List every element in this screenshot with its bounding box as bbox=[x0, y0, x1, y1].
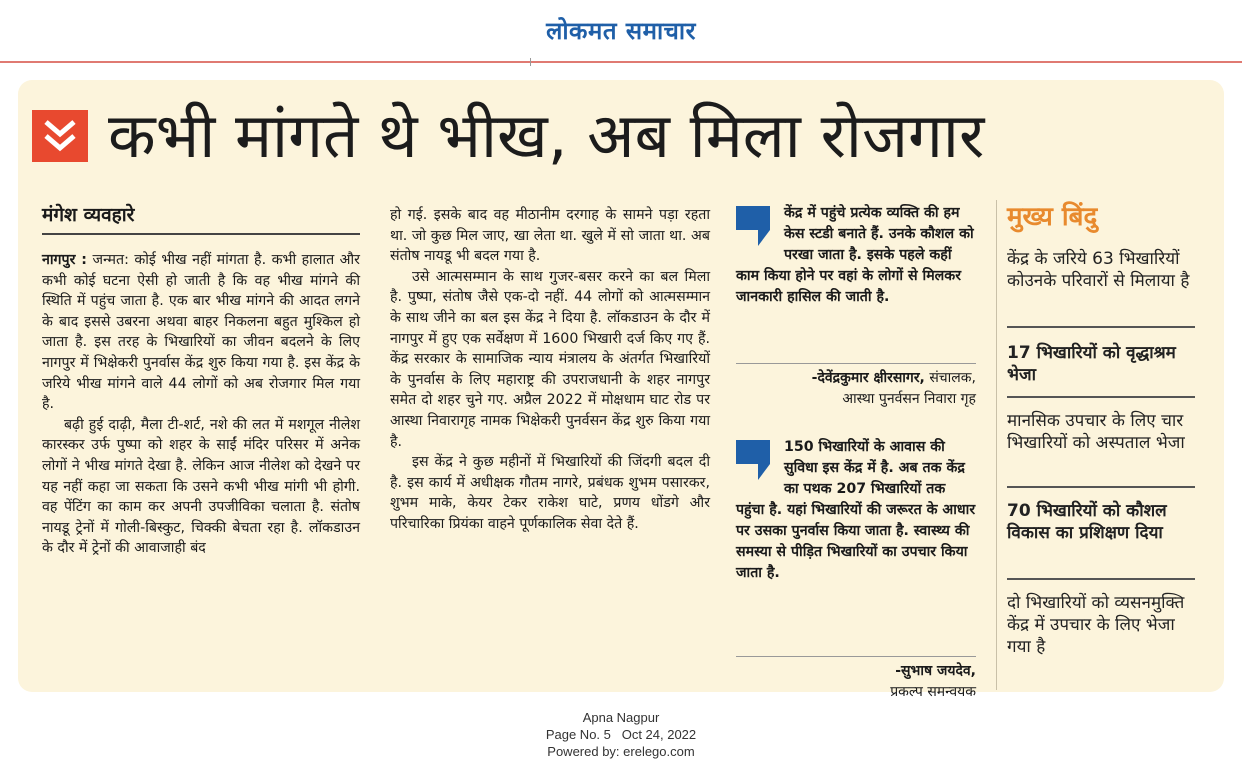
article-column-2 bbox=[390, 205, 710, 535]
footer-powered-by: Powered by: erelego.com bbox=[547, 744, 695, 759]
sidebar-separator bbox=[1007, 486, 1195, 488]
masthead-tick bbox=[530, 58, 531, 66]
paragraph-text: जन्मत: कोई भीख नहीं मांगता है. कभी हालात और कभी कोई घटना ऐसी हो जाती है कि वह भीख मांगने की स्थिति में पहुंच जाता है. एक बार भीख मांगने की आदत लगने के बाद इससे उबरना अथवा बाहर निकलना बहुत मुश्किल हो जाता है. इस तरह के भिखारियों का जीवन बदलने के लिए नागपुर में भिक्षेकरी पुनर्वास केंद्र शुरु किया गया है. इस केंद्र के जरिये भीख मांगने वाले 44 लोगों को अब रोजगार मिल गया है. bbox=[42, 252, 360, 413]
double-chevron-down-icon bbox=[32, 110, 88, 162]
quote-mark-icon bbox=[736, 206, 776, 246]
sidebar-item: 17 भिखारियों को वृद्धाश्रम भेजा bbox=[1007, 343, 1176, 385]
sidebar-title: मुख्य बिंदु bbox=[1007, 202, 1098, 232]
article-paragraph: उसे आत्मसम्मान के साथ गुजर-बसर करने का बल मिला है. पुष्पा, संतोष जैसे एक-दो नहीं. 44 लोगों को आत्मसम्मान के साथ जीने का बल इस केंद्र ने दिया है. लॉकडाउन के दौर में नागपुर में हुए एक सर्वेक्षण में 1600 भिखारी दर्ज किए गए हैं. केंद्र सरकार के सामाजिक न्याय मंत्रालय के अंतर्गत भिखारियों के पुनर्वास के लिए महाराष्ट्र की उपराजधानी के शहर नागपुर समेत दो शहर चुने गए. अप्रैल 2022 में मोक्षधाम घाट रोड पर आस्था निवारागृह नामक भिक्षेकरी पुनर्वसन केंद्र शुरु किया गया है. bbox=[390, 268, 710, 450]
masthead-rule bbox=[0, 61, 1242, 63]
quote-text: केंद्र में पहुंचे प्रत्येक व्यक्ति की हम केस स्टडी बनाते हैं. उनके कौशल को परखा जाता है. इसके पहले कहीं काम किया होने पर वहां के लोगों से मिलकर जानकारी हासिल की जाती है. bbox=[736, 205, 974, 305]
sidebar-separator bbox=[1007, 326, 1195, 328]
masthead bbox=[0, 0, 1242, 62]
sidebar-item: केंद्र के जरिये 63 भिखारियों कोउनके परिवारों से मिलाया है bbox=[1007, 249, 1190, 291]
quote-author-role: संचालक, bbox=[929, 370, 976, 386]
article-paragraph: हो गई. इसके बाद वह मीठानीम दरगाह के सामने पड़ा रहता था. जो कुछ मिल जाए, खा लेता था. खुले में सो जाता था. अब संतोष नायडू भी बदल गया है. bbox=[390, 207, 710, 265]
footer-section: Apna Nagpur bbox=[582, 710, 660, 725]
quote-author-org: आस्था पुनर्वसन निवारा गृह bbox=[842, 391, 976, 407]
sidebar-divider bbox=[996, 200, 997, 690]
dateline: नागपुर : bbox=[42, 252, 87, 268]
article-paragraph bbox=[42, 250, 360, 415]
article-headline: कभी मांगते थे भीख, अब मिला रोजगार bbox=[108, 99, 985, 172]
article-paragraph: बढ़ी हुई दाढ़ी, मैला टी-शर्ट, नशे की लत में मशगूल नीलेश कारस्कर उर्फ पुष्पा को शहर के साईं मंदिर परिसर में अनेक लोगों ने भीख मांगते देखा है. लेकिन आज नीलेश को देखने पर यह नहीं कहा जा सकता कि उसने कभी भीख मांगी भी होगी. वह पेंटिंग का काम कर अपनी उपजीविका चलाता है. संतोष नायडू ट्रेनों में गोली-बिस्कुट, चिक्की बेचता रहा है. लॉकडाउन के दौर में ट्रेनों की आवाजाही बंद bbox=[42, 416, 360, 557]
pull-quote-1 bbox=[736, 203, 976, 308]
sidebar-separator bbox=[1007, 396, 1195, 398]
newspaper-title: लोकमत समाचार bbox=[546, 17, 696, 45]
quote-author-role: प्रकल्प समन्वयक bbox=[890, 684, 976, 700]
quote-attribution-2 bbox=[736, 656, 976, 703]
quote-attribution-1 bbox=[736, 363, 976, 410]
sidebar-item: 70 भिखारियों को कौशल विकास का प्रशिक्षण दिया bbox=[1007, 501, 1167, 543]
article-column-1 bbox=[42, 250, 360, 559]
pull-quote-2 bbox=[736, 437, 976, 584]
author-byline: मंगेश व्यवहारे bbox=[42, 201, 360, 235]
sidebar-separator bbox=[1007, 578, 1195, 580]
quote-mark-icon bbox=[736, 440, 776, 480]
quote-author: -देवेंद्रकुमार क्षीरसागर, bbox=[811, 370, 925, 386]
sidebar-item: दो भिखारियों को व्यसनमुक्ति केंद्र में उपचार के लिए भेजा गया है bbox=[1007, 593, 1185, 657]
sidebar-item: मानसिक उपचार के लिए चार भिखारियों को अस्पताल भेजा bbox=[1007, 411, 1185, 453]
quote-text: 150 भिखारियों के आवास की सुविधा इस केंद्र में है. अब तक केंद्र का पथक 207 भिखारियों तक पहुंचा है. यहां भिखारियों की जरूरत के आधार पर उसका पुनर्वास किया जाता है. स्वास्थ्य की समस्या से पीड़ित भिखारियों का उपचार किया जाता है. bbox=[736, 439, 976, 581]
quote-author: -सुभाष जयदेव, bbox=[895, 663, 976, 679]
article-paragraph: इस केंद्र ने कुछ महीनों में भिखारियों की जिंदगी बदल दी है. इस कार्य में अधीक्षक गौतम नागरे, प्रबंधक शुभम पसारकर, शुभम माके, केयर टेकर राकेश घाटे, प्रणय धोंडगे और परिचारिका प्रियंका वाहने पूर्णकालिक सेवा देते हैं. bbox=[390, 454, 710, 532]
footer-page-date: Page No. 5 Oct 24, 2022 bbox=[545, 727, 697, 742]
